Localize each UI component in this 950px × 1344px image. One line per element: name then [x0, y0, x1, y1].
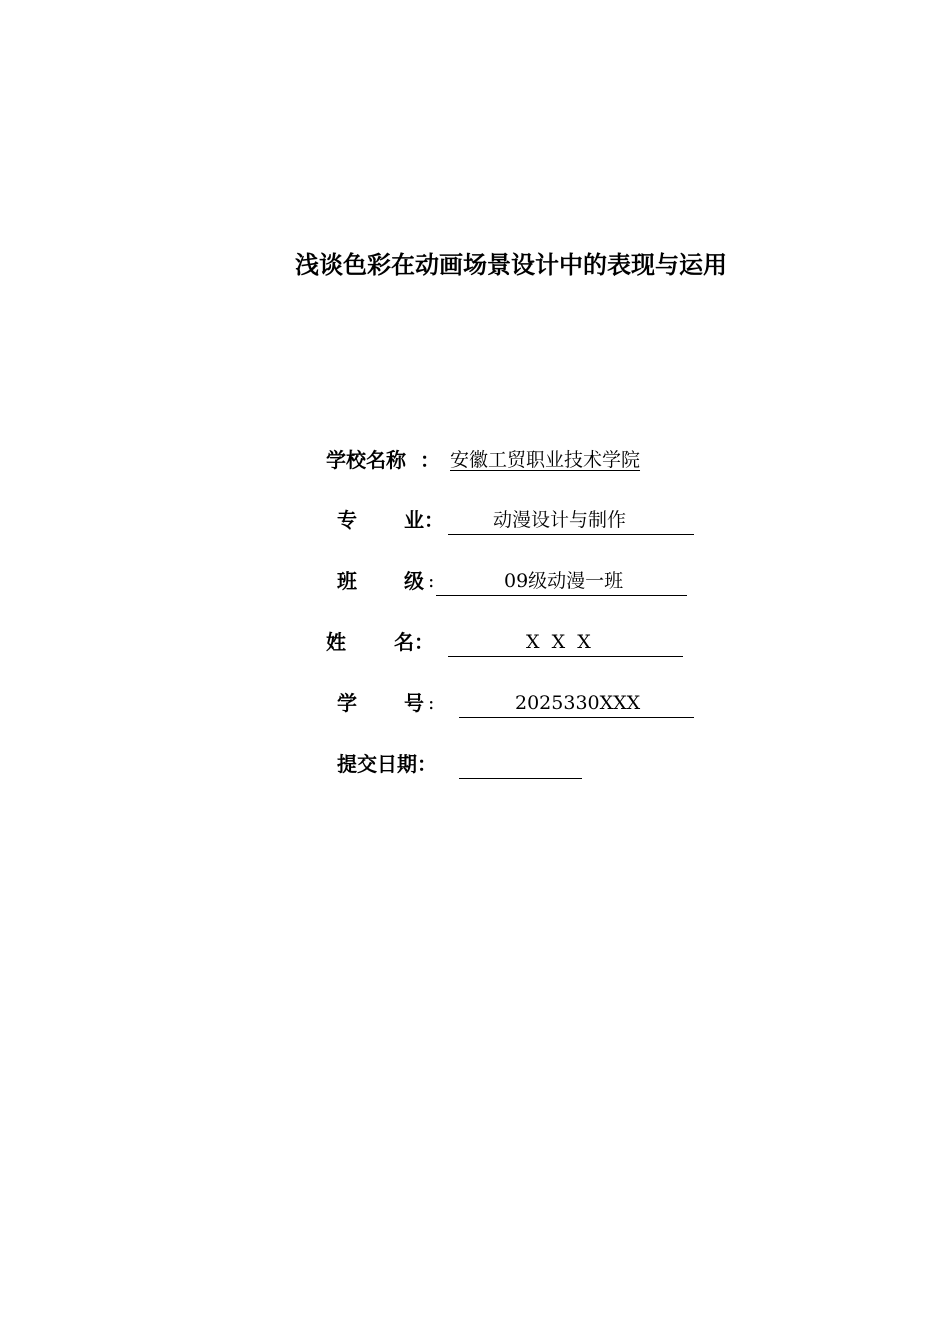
major-colon: ：: [424, 508, 444, 532]
class-colon: :: [428, 570, 435, 592]
submit-date-row: [0, 749, 950, 779]
school-label: 学校名称: [326, 448, 406, 472]
major-row: [0, 505, 950, 535]
name-label-second-char: 名: [394, 630, 414, 654]
major-label-first-char: 专: [337, 508, 357, 532]
document-title: 浅谈色彩在动画场景设计中的表现与运用: [295, 251, 727, 279]
student-id-label-first-char: 学: [337, 691, 357, 715]
name-colon: ：: [414, 630, 434, 654]
class-value: 09级动漫一班: [436, 566, 687, 596]
name-label-first-char: 姓: [326, 630, 346, 654]
name-value: X X X: [448, 627, 683, 657]
class-label-second-char: 级: [404, 569, 424, 593]
submit-date-value: [459, 749, 582, 779]
submit-date-colon: ：: [417, 752, 437, 776]
submit-date-label: 提交日期: [337, 752, 417, 776]
school-row: [0, 445, 950, 475]
student-id-value: 2025330XXX: [459, 688, 694, 718]
class-label-first-char: 班: [337, 569, 357, 593]
student-id-colon: :: [428, 692, 435, 714]
student-id-row: [0, 688, 950, 718]
school-colon: ：: [420, 448, 440, 472]
school-value: 安徽工贸职业技术学院: [450, 449, 641, 471]
major-label-second-char: 业: [404, 508, 424, 532]
name-row: [0, 627, 950, 657]
student-id-label-second-char: 号: [404, 691, 424, 715]
class-row: [0, 566, 950, 596]
major-value: 动漫设计与制作: [448, 505, 694, 535]
